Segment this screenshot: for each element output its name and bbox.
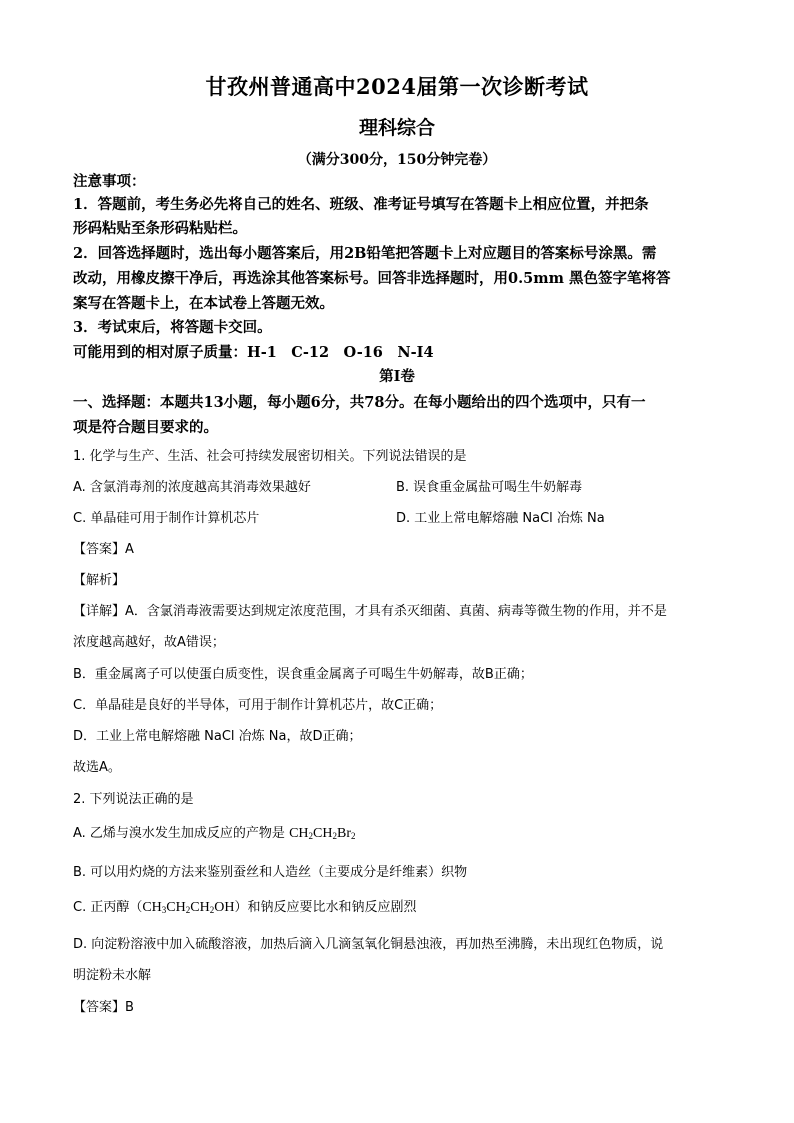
q1-analysis-heading: 【解析】 — [73, 573, 126, 588]
q2-option-b: B. 可以用灼烧的方法来鉴别蚕丝和人造丝（主要成分是纤维素）织物 — [73, 865, 468, 880]
q1-detail-d: D．工业上常电解熔融 NaCl 冶炼 Na，故D正确； — [73, 729, 362, 744]
q2-option-a-text: A. 乙烯与溴水发生加成反应的产物是 — [73, 826, 285, 841]
notice-item-2-line-2: 改动，用橡皮擦干净后，再选涂其他答案标号。回答非选择题时，用0.5mm 黑色签字笔将答 — [73, 270, 671, 287]
q2-option-c-formula: $CH_3CH_2CH_2OH$ — [142, 900, 235, 915]
volume-heading: 第Ⅰ卷 — [379, 368, 415, 385]
q2-option-d-line-1: D. 向淀粉溶液中加入硫酸溶液，加热后滴入几滴氢氧化铜悬浊液，再加热至沸腾，未出现红色物质，说 — [73, 937, 664, 952]
q1-answer: 【答案】A — [73, 542, 134, 557]
q1-detail-b: B．重金属离子可以使蛋白质变性，误食重金属离子可喝生牛奶解毒，故B正确； — [73, 667, 533, 682]
q2-answer: 【答案】B — [73, 1000, 134, 1015]
q1-option-b: B. 误食重金属盐可喝生牛奶解毒 — [396, 480, 583, 495]
q1-option-a: A. 含氯消毒剂的浓度越高其消毒效果越好 — [73, 480, 311, 495]
notice-item-2-line-1: 2．回答选择题时，选出每小题答案后，用2B铅笔把答题卡上对应题目的答案标号涂黑。需 — [73, 245, 657, 262]
q2-option-c — [73, 901, 416, 915]
q1-option-d: D. 工业上常电解熔融 NaCl 冶炼 Na — [396, 511, 605, 526]
q2-option-a-formula: $CH_2CH_2Br_2$ — [289, 826, 356, 841]
part1-instruction-line-1: 一、选择题：本题共13小题，每小题6分，共78分。在每小题给出的四个选项中，只有一 — [73, 394, 646, 411]
part1-instruction-line-2: 项是符合题目要求的。 — [73, 419, 218, 436]
q2-stem: 2. 下列说法正确的是 — [73, 792, 194, 807]
notice-item-2-line-3: 案写在答题卡上，在本试卷上答题无效。 — [73, 295, 334, 312]
q2-option-a — [73, 827, 355, 841]
subject-title: 理科综合 — [358, 117, 435, 139]
q2-option-c-pre: C. 正丙醇（ — [73, 900, 143, 915]
q1-detail-line-1: 【详解】A．含氯消毒液需要达到规定浓度范围，才具有杀灭细菌、真菌、病毒等微生物的作用，并不是 — [73, 604, 667, 619]
q1-detail-c: C．单晶硅是良好的半导体，可用于制作计算机芯片，故C正确； — [73, 698, 443, 713]
notice-item-3: 3．考试束后，将答题卡交回。 — [73, 319, 272, 336]
q2-option-d-line-2: 明淀粉未水解 — [73, 968, 152, 983]
q1-stem: 1. 化学与生产、生活、社会可持续发展密切相关。下列说法错误的是 — [73, 449, 467, 464]
score-note: （满分300分，150分钟完卷） — [297, 152, 497, 168]
atomic-mass-note: 可能用到的相对原子质量：H-1 C-12 O-16 N-I4 — [73, 344, 434, 361]
exam-title: 甘孜州普通高中2024届第一次诊断考试 — [205, 74, 589, 99]
notice-heading: 注意事项： — [73, 173, 146, 190]
notice-item-1-line-1: 1．答题前，考生务必先将自己的姓名、班级、准考证号填写在答题卡上相应位置，并把条 — [73, 196, 649, 213]
q1-detail-line-2: 浓度越高越好，故A错误； — [73, 635, 225, 650]
q1-conclusion: 故选A。 — [73, 760, 121, 775]
q2-option-c-post: ）和钠反应要比水和钠反应剧烈 — [234, 900, 417, 915]
notice-item-1-line-2: 形码粘贴至条形码粘贴栏。 — [73, 220, 247, 237]
q1-option-c: C. 单晶硅可用于制作计算机芯片 — [73, 511, 260, 526]
